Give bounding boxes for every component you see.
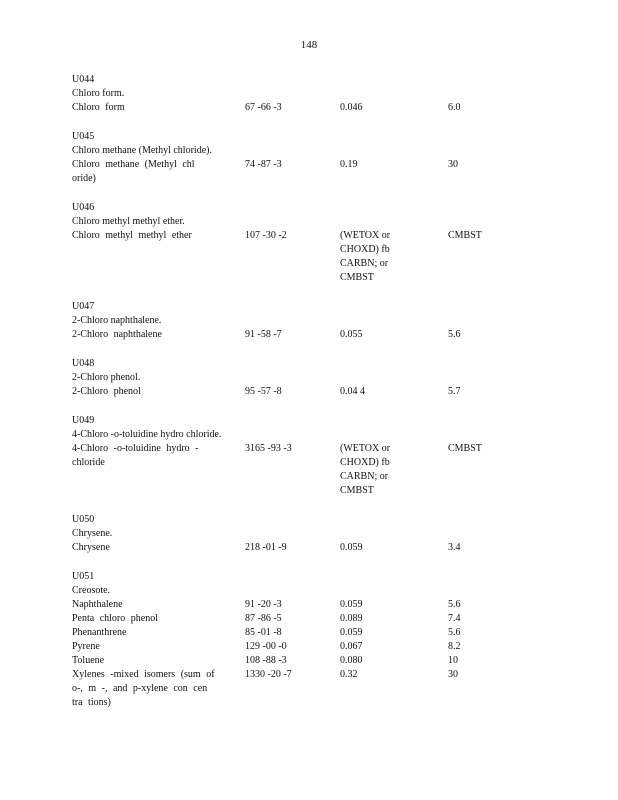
- constituent-row: [72, 442, 542, 498]
- entry-u049: [72, 414, 542, 498]
- constituent-row: [72, 328, 542, 342]
- wastewater-standard: 0.32: [340, 669, 358, 680]
- constituent-row: [72, 626, 542, 640]
- wastewater-standard: (WETOX or CHOXD) fb CARBN; or CMBST: [340, 443, 391, 496]
- cas-number: 67 -66 -3: [245, 102, 282, 113]
- constituent-row: [72, 640, 542, 654]
- nonwastewater-standard: 5.7: [448, 386, 461, 397]
- constituent-name: Chloro methane (Methyl chl oride): [72, 159, 195, 184]
- wastewater-standard: 0.055: [340, 329, 363, 340]
- cas-number: 107 -30 -2: [245, 230, 287, 241]
- waste-code: U044: [72, 74, 95, 85]
- waste-description: 2-Chloro naphthalene.: [72, 315, 162, 326]
- wastewater-standard: (WETOX or CHOXD) fb CARBN; or CMBST: [340, 230, 391, 283]
- entry-u048: [72, 357, 542, 399]
- wastewater-standard: 0.04 4: [340, 386, 365, 397]
- nonwastewater-standard: 6.0: [448, 102, 461, 113]
- waste-code: U046: [72, 202, 95, 213]
- constituent-name: Xylenes -mixed isomers (sum of o-, m -, and p-xylene con cen tra tions): [72, 669, 215, 708]
- cas-number: 1330 -20 -7: [245, 669, 292, 680]
- wastewater-standard: 0.059: [340, 627, 363, 638]
- nonwastewater-standard: 7.4: [448, 613, 461, 624]
- page-number: 148: [300, 39, 318, 51]
- waste-code: U051: [72, 571, 95, 582]
- wastewater-standard: 0.059: [340, 542, 363, 553]
- constituent-row: [72, 101, 542, 115]
- waste-description: Chloro methane (Methyl chloride).: [72, 145, 212, 156]
- entry-u045: [72, 130, 542, 186]
- constituent-name: 2-Chloro phenol: [72, 386, 141, 397]
- cas-number: 91 -20 -3: [245, 599, 282, 610]
- cas-number: 108 -88 -3: [245, 655, 287, 666]
- constituent-row: [72, 229, 542, 285]
- entry-u046: [72, 201, 542, 285]
- cas-number: 74 -87 -3: [245, 159, 282, 170]
- nonwastewater-standard: 5.6: [448, 627, 461, 638]
- entry-u050: [72, 513, 542, 555]
- constituent-row: [72, 612, 542, 626]
- waste-code: U047: [72, 301, 95, 312]
- waste-description: Chrysene.: [72, 528, 113, 539]
- constituent-row: [72, 668, 542, 710]
- constituent-row: [72, 385, 542, 399]
- constituent-name: Chrysene: [72, 542, 110, 553]
- constituent-row: [72, 158, 542, 186]
- constituent-name: 2-Chloro naphthalene: [72, 329, 162, 340]
- cas-number: 87 -86 -5: [245, 613, 282, 624]
- nonwastewater-standard: 5.6: [448, 599, 461, 610]
- waste-code: U045: [72, 131, 95, 142]
- cas-number: 3165 -93 -3: [245, 443, 292, 454]
- constituent-name: 4-Chloro -o-toluidine hydro - chloride: [72, 443, 199, 468]
- constituent-name: Pyrene: [72, 641, 100, 652]
- cas-number: 85 -01 -8: [245, 627, 282, 638]
- wastewater-standard: 0.059: [340, 599, 363, 610]
- waste-description: Chloro form.: [72, 88, 125, 99]
- nonwastewater-standard: 30: [448, 669, 458, 680]
- nonwastewater-standard: CMBST: [448, 443, 482, 454]
- nonwastewater-standard: 30: [448, 159, 458, 170]
- constituent-name: Chloro methyl methyl ether: [72, 230, 192, 241]
- constituent-name: Toluene: [72, 655, 105, 666]
- waste-code: U049: [72, 415, 95, 426]
- waste-code: U050: [72, 514, 95, 525]
- nonwastewater-standard: CMBST: [448, 230, 482, 241]
- wastewater-standard: 0.046: [340, 102, 363, 113]
- cas-number: 91 -58 -7: [245, 329, 282, 340]
- waste-code: U048: [72, 358, 95, 369]
- nonwastewater-standard: 10: [448, 655, 458, 666]
- nonwastewater-standard: 8.2: [448, 641, 461, 652]
- constituent-row: [72, 654, 542, 668]
- constituent-name: Penta chloro phenol: [72, 613, 158, 624]
- constituent-name: Phenanthrene: [72, 627, 127, 638]
- entry-u051: [72, 570, 542, 710]
- wastewater-standard: 0.067: [340, 641, 363, 652]
- nonwastewater-standard: 5.6: [448, 329, 461, 340]
- waste-description: Creosote.: [72, 585, 111, 596]
- nonwastewater-standard: 3.4: [448, 542, 461, 553]
- constituent-row: [72, 541, 542, 555]
- cas-number: 218 -01 -9: [245, 542, 287, 553]
- cas-number: 129 -00 -0: [245, 641, 287, 652]
- wastewater-standard: 0.089: [340, 613, 363, 624]
- constituent-name: Naphthalene: [72, 599, 123, 610]
- waste-description: Chloro methyl methyl ether.: [72, 216, 185, 227]
- entry-u044: [72, 73, 542, 115]
- constituent-name: Chloro form: [72, 102, 125, 113]
- waste-code-table: [72, 73, 542, 725]
- cas-number: 95 -57 -8: [245, 386, 282, 397]
- wastewater-standard: 0.080: [340, 655, 363, 666]
- entry-u047: [72, 300, 542, 342]
- waste-description: 2-Chloro phenol.: [72, 372, 141, 383]
- constituent-row: [72, 598, 542, 612]
- waste-description: 4-Chloro -o-toluidine hydro chloride.: [72, 429, 222, 440]
- wastewater-standard: 0.19: [340, 159, 358, 170]
